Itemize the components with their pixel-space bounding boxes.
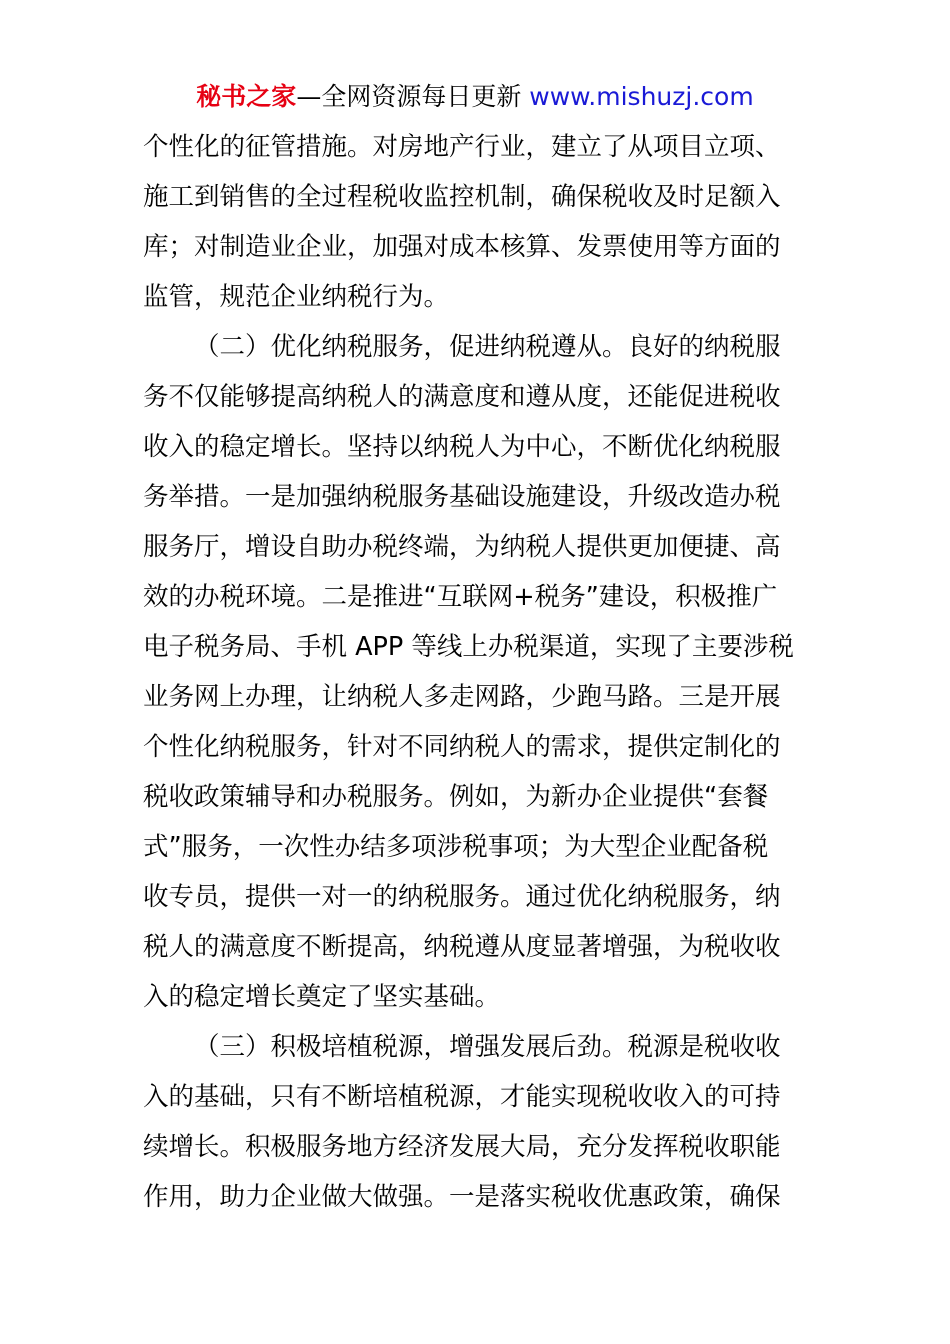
body-line: 收入的稳定增长。坚持以纳税人为中心，不断优化纳税服 [143,432,781,462]
site-header [0,80,950,114]
section-heading-line: （二）优化纳税服务，促进纳税遵从。良好的纳税服 [194,332,781,362]
body-line: 个性化的征管措施。对房地产行业，建立了从项目立项、 [143,132,781,162]
site-url-link[interactable]: www.mishuzj.com [529,82,754,111]
body-line: 服务厅，增设自助办税终端，为纳税人提供更加便捷、高 [143,532,781,562]
document-body [143,122,807,1222]
body-line: 式”服务，一次性办结多项涉税事项；为大型企业配备税 [143,832,769,862]
body-line: 效的办税环境。二是推进“互联网+税务”建设，积极推广 [143,582,778,612]
body-line: 作用，助力企业做大做强。一是落实税收优惠政策，确保 [143,1182,781,1212]
body-line: 续增长。积极服务地方经济发展大局，充分发挥税收职能 [143,1132,781,1162]
body-line: 施工到销售的全过程税收监控机制，确保税收及时足额入 [143,182,781,212]
body-line: 监管，规范企业纳税行为。 [143,282,450,312]
section-heading-line: （三）积极培植税源，增强发展后劲。税源是税收收 [194,1032,781,1062]
site-brand: 秘书之家 [196,82,297,111]
body-line: 库；对制造业企业，加强对成本核算、发票使用等方面的 [143,232,781,262]
body-line: 税收政策辅导和办税服务。例如，为新办企业提供“套餐 [143,782,769,812]
body-line: 务不仅能够提高纳税人的满意度和遵从度，还能促进税收 [143,382,781,412]
body-line: 电子税务局、手机 APP 等线上办税渠道，实现了主要涉税 [143,632,794,662]
body-line: 收专员，提供一对一的纳税服务。通过优化纳税服务，纳 [143,882,781,912]
body-line: 业务网上办理，让纳税人多走网路，少跑马路。三是开展 [143,682,781,712]
body-line: 入的稳定增长奠定了坚实基础。 [143,982,501,1012]
body-line: 税人的满意度不断提高，纳税遵从度显著增强，为税收收 [143,932,781,962]
body-line: 务举措。一是加强纳税服务基础设施建设，升级改造办税 [143,482,781,512]
body-line: 入的基础，只有不断培植税源，才能实现税收收入的可持 [143,1082,781,1112]
site-tagline: —全网资源每日更新 [296,82,530,111]
body-line: 个性化纳税服务，针对不同纳税人的需求，提供定制化的 [143,732,781,762]
